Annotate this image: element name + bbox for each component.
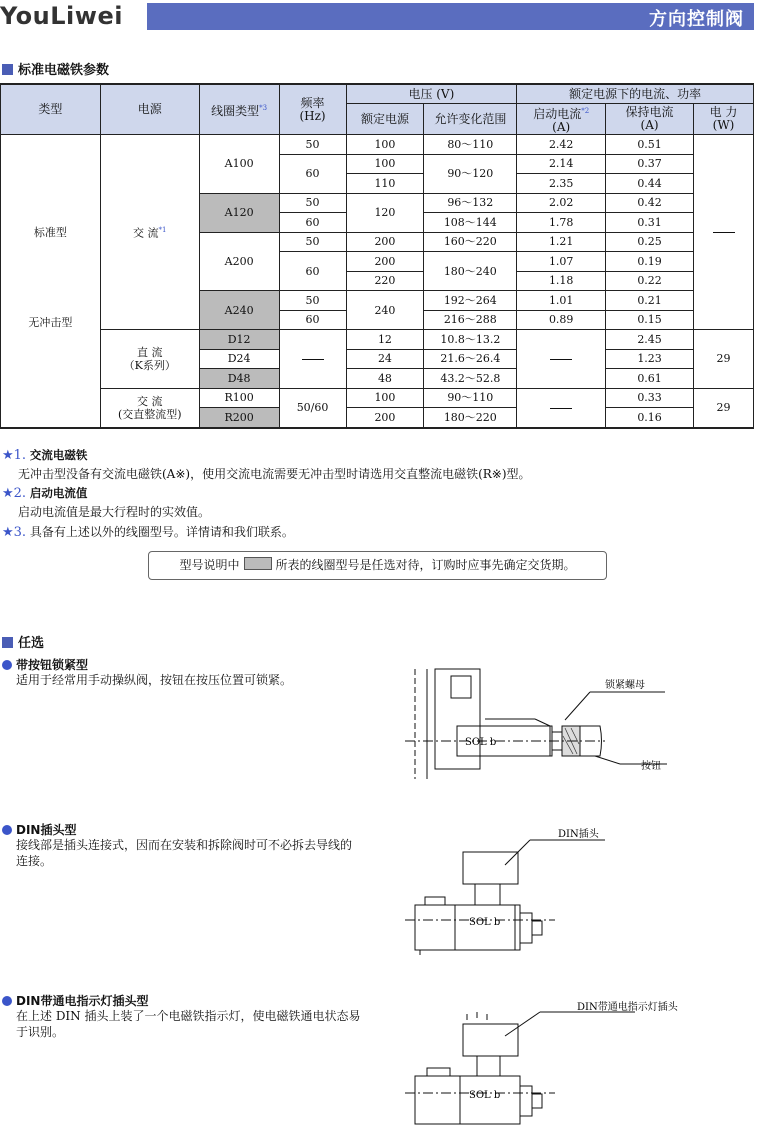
sol-label: SOL b: [469, 1090, 501, 1101]
note-body: 启动电流值是最大行程时的实效值。: [18, 505, 211, 519]
rated-cell: 48: [346, 369, 424, 389]
hold-cell: 0.31: [606, 213, 694, 233]
rated-cell: 220: [346, 271, 424, 291]
hold-cell: 0.44: [606, 174, 694, 194]
start-cell-dc: [517, 330, 606, 389]
hold-cell: 0.42: [606, 193, 694, 213]
type-shockless: 无冲击型: [1, 330, 101, 428]
star-icon: ★2.: [2, 486, 27, 501]
round-bullet-icon: [2, 825, 12, 835]
note-title: 启动电流值: [29, 486, 88, 500]
freq-cell: 50: [279, 193, 346, 213]
range-cell: 90～110: [424, 388, 517, 408]
hold-cell: 0.37: [606, 154, 694, 174]
start-cell: 2.35: [517, 174, 606, 194]
title-bar: [147, 3, 754, 30]
power-cell-rect: 29: [694, 388, 754, 428]
start-cell: 1.78: [517, 213, 606, 233]
freq-cell: 60: [279, 154, 346, 193]
brand-logo: YouLiwei: [0, 2, 123, 30]
coil-cell: A120: [199, 193, 279, 232]
page-title: 方向控制阀: [649, 9, 744, 30]
rated-cell: 200: [346, 232, 424, 252]
start-cell: 1.07: [517, 252, 606, 272]
callout-label: 锁紧螺母: [605, 680, 645, 691]
th-frequency: 频率 (Hz): [279, 84, 346, 135]
freq-cell: 60: [279, 310, 346, 330]
dash-icon: [550, 408, 572, 409]
hold-cell: 0.25: [606, 232, 694, 252]
hold-cell: 0.15: [606, 310, 694, 330]
coil-legend-box: 型号说明中 所表的线圈型号是任选对待，订购时应事先确定交货期。: [148, 551, 607, 580]
table-row: [1, 330, 754, 350]
source-rectified: 交 流 (交直整流型): [100, 388, 199, 428]
type-standard: 标准型: [1, 135, 101, 330]
note-body: 具备有上述以外的线圈型号。详情请和我们联系。: [29, 525, 294, 539]
th-voltage: 电压 (V): [346, 84, 517, 104]
rated-cell: 100: [346, 388, 424, 408]
power-cell-ac: [694, 135, 754, 330]
freq-cell: 50: [279, 135, 346, 155]
note-3: [2, 523, 294, 540]
start-cell: 2.02: [517, 193, 606, 213]
start-cell: 1.01: [517, 291, 606, 311]
option-body: 在上述 DIN 插头上装了一个电磁铁指示灯，使电磁铁通电状态易于识别。: [16, 1009, 361, 1039]
coil-cell: R200: [199, 408, 279, 428]
coil-cell: A200: [199, 232, 279, 291]
rated-cell: 110: [346, 174, 424, 194]
table-row: [1, 388, 754, 408]
callout-label: DIN带通电指示灯插头: [577, 1002, 678, 1013]
hold-cell: 0.33: [606, 388, 694, 408]
section-title: 任选: [18, 636, 45, 651]
table-row: [1, 135, 754, 155]
freq-cell: 60: [279, 252, 346, 291]
dash-icon: [550, 359, 572, 360]
hold-cell: 0.21: [606, 291, 694, 311]
callout-label: 按钮: [641, 761, 661, 772]
freq-cell: 50: [279, 232, 346, 252]
range-cell: 96～132: [424, 193, 517, 213]
start-cell: 2.42: [517, 135, 606, 155]
range-cell: 43.2～52.8: [424, 369, 517, 389]
coil-cell: D48: [199, 369, 279, 389]
start-cell-rect: [517, 388, 606, 428]
th-rated-voltage: 额定电源: [346, 104, 424, 135]
square-bullet-icon: [2, 637, 13, 648]
rated-cell: 120: [346, 193, 424, 232]
note-title: 交流电磁铁: [29, 448, 88, 462]
range-cell: 160～220: [424, 232, 517, 252]
range-cell: 90～120: [424, 154, 517, 193]
din-plug-diagram: [405, 825, 665, 960]
hold-cell: 0.51: [606, 135, 694, 155]
option-title: 带按钮锁紧型: [2, 656, 88, 673]
range-cell: 108～144: [424, 213, 517, 233]
rated-cell: 200: [346, 252, 424, 272]
coil-cell: A240: [199, 291, 279, 330]
option-body: 接线部是插头连接式，因而在安装和拆除阀时可不必拆去导线的连接。: [16, 838, 353, 868]
th-hold-current: 保持电流 (A): [606, 104, 694, 135]
star-icon: ★1.: [2, 448, 27, 463]
coil-cell: R100: [199, 388, 279, 408]
range-cell: 180～220: [424, 408, 517, 428]
range-cell: 80～110: [424, 135, 517, 155]
start-cell: 0.89: [517, 310, 606, 330]
hold-cell: 0.61: [606, 369, 694, 389]
solenoid-spec-table: [0, 83, 754, 429]
hold-cell: 0.19: [606, 252, 694, 272]
start-cell: 1.18: [517, 271, 606, 291]
freq-cell: 60: [279, 213, 346, 233]
coil-cell: A100: [199, 135, 279, 194]
option-title: DIN带通电指示灯插头型: [2, 992, 148, 1009]
th-start-current: 启动电流$^{*2}$ (A): [517, 104, 606, 135]
range-cell: 192～264: [424, 291, 517, 311]
range-cell: 180～240: [424, 252, 517, 291]
th-power-w: 电 力 (W): [694, 104, 754, 135]
rated-cell: 12: [346, 330, 424, 350]
star-icon: ★3.: [2, 525, 27, 540]
round-bullet-icon: [2, 660, 12, 670]
power-cell-dc: 29: [694, 330, 754, 389]
option-body: 适用于经常用手动操纵阀，按钮在按压位置可锁紧。: [16, 673, 293, 687]
page-header: [0, 0, 767, 33]
start-cell: 1.21: [517, 232, 606, 252]
note-1: [2, 447, 87, 463]
pushbutton-lock-diagram: [405, 664, 685, 784]
section-heading-options: [2, 632, 44, 651]
freq-cell-dc: [279, 330, 346, 389]
source-ac: 交 流$^{*1}$: [100, 135, 199, 330]
rated-cell: 100: [346, 135, 424, 155]
square-bullet-icon: [2, 64, 13, 75]
start-cell: 2.14: [517, 154, 606, 174]
sol-label: SOL b: [469, 917, 501, 928]
dash-icon: [302, 359, 324, 360]
note-body: 无冲击型没备有交流电磁铁(A※)，使用交流电流需要无冲击型时请选用交直整流电磁铁(R※)型。: [18, 467, 531, 481]
section-heading-standard: [2, 59, 109, 78]
source-dc: 直 流 （K系列）: [100, 330, 199, 389]
range-cell: 216～288: [424, 310, 517, 330]
freq-cell: 50: [279, 291, 346, 311]
round-bullet-icon: [2, 996, 12, 1006]
sol-label: SOL b: [465, 737, 497, 748]
rated-cell: 200: [346, 408, 424, 428]
rated-cell: 24: [346, 349, 424, 369]
th-coil: 线圈类型$^{*3}$: [199, 84, 279, 135]
th-current-group: 额定电源下的电流、功率: [517, 84, 754, 104]
th-type: 类型: [1, 84, 101, 135]
dash-icon: [713, 232, 735, 233]
callout-label: DIN插头: [558, 829, 599, 840]
option-title: DIN插头型: [2, 821, 76, 838]
th-voltage-range: 允许变化范围: [424, 104, 517, 135]
hold-cell: 0.16: [606, 408, 694, 428]
hold-cell: 2.45: [606, 330, 694, 350]
gray-swatch-icon: [244, 557, 272, 570]
section-title: 标准电磁铁参数: [18, 63, 110, 78]
hold-cell: 1.23: [606, 349, 694, 369]
din-indicator-plug-diagram: [405, 1000, 695, 1138]
coil-cell: D24: [199, 349, 279, 369]
freq-cell-rect: 50/60: [279, 388, 346, 428]
range-cell: 10.8～13.2: [424, 330, 517, 350]
note-2: [2, 485, 87, 501]
coil-cell: D12: [199, 330, 279, 350]
rated-cell: 100: [346, 154, 424, 174]
range-cell: 21.6～26.4: [424, 349, 517, 369]
th-power-source: 电源: [100, 84, 199, 135]
rated-cell: 240: [346, 291, 424, 330]
hold-cell: 0.22: [606, 271, 694, 291]
